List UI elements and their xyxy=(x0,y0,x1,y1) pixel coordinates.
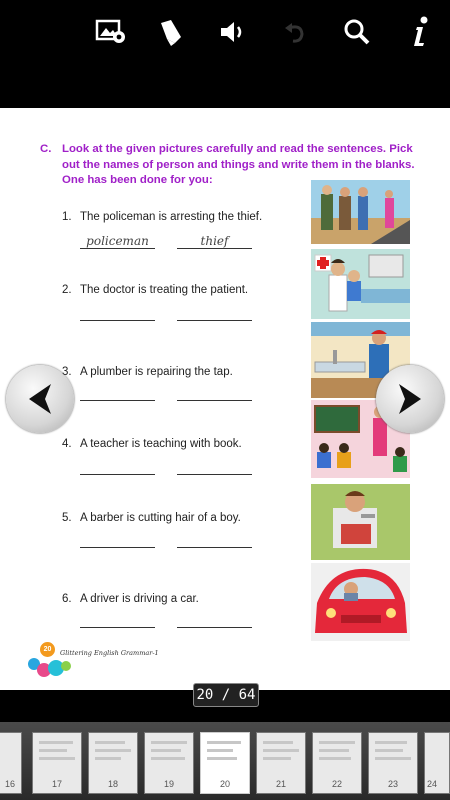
illustration-policeman xyxy=(311,180,410,244)
image-settings-icon[interactable] xyxy=(93,14,129,50)
question-2: 2. The doctor is treating the patient. xyxy=(62,284,249,296)
illustration-barber xyxy=(311,484,410,560)
thumbnail-page[interactable]: 23 xyxy=(368,732,418,794)
thumbnail-page[interactable]: 24 xyxy=(424,732,450,794)
question-4: 4. A teacher is teaching with book. xyxy=(62,438,242,450)
question-1: 1. The policeman is arresting the thief. xyxy=(62,211,263,223)
answer-blank-2a xyxy=(80,306,155,321)
illustration-doctor xyxy=(311,249,410,319)
search-icon[interactable] xyxy=(339,14,375,50)
answer-blank-2b xyxy=(177,306,252,321)
thumbnail-page[interactable]: 19 xyxy=(144,732,194,794)
question-3: 3. A plumber is repairing the tap. xyxy=(62,366,233,378)
question-5: 5. A barber is cutting hair of a boy. xyxy=(62,512,241,524)
instruction-text: Look at the given pictures carefully and read the sentences. Pick out the names of person and things and write them in the blanks. One has been done for you: xyxy=(62,143,415,186)
answer-blank-4b xyxy=(177,460,252,475)
thumbnail-page[interactable]: 21 xyxy=(256,732,306,794)
thumbnail-strip[interactable] xyxy=(0,722,450,800)
previous-page-button[interactable] xyxy=(6,365,74,433)
thumbnail-page[interactable]: 17 xyxy=(32,732,82,794)
answer-blank-1b: thief xyxy=(177,234,252,249)
thumbnail-page[interactable]: 18 xyxy=(88,732,138,794)
answer-blank-6a xyxy=(80,613,155,628)
answer-blank-6b xyxy=(177,613,252,628)
section-letter: C. xyxy=(40,143,52,155)
answer-blank-5b xyxy=(177,533,252,548)
chevron-right-icon xyxy=(395,382,425,416)
question-6: 6. A driver is driving a car. xyxy=(62,593,199,605)
undo-icon[interactable] xyxy=(277,14,313,50)
answer-blank-1a: policeman xyxy=(80,234,155,249)
answer-blank-3b xyxy=(177,386,252,401)
illustration-driver xyxy=(311,563,410,641)
top-toolbar xyxy=(0,0,450,108)
book-footer xyxy=(26,640,226,680)
bookmark-icon[interactable] xyxy=(152,14,188,50)
page-counter: 20 / 64 xyxy=(193,683,259,707)
volume-icon[interactable] xyxy=(215,14,251,50)
answer-blank-4a xyxy=(80,460,155,475)
next-page-button[interactable] xyxy=(376,365,444,433)
thumbnail-page[interactable]: 16 xyxy=(0,732,22,794)
thumbnail-page-current[interactable]: 20 xyxy=(200,732,250,794)
info-icon[interactable] xyxy=(402,14,438,50)
thumbnail-page[interactable]: 22 xyxy=(312,732,362,794)
page-number-badge: 20 xyxy=(40,642,55,657)
answer-blank-3a xyxy=(80,386,155,401)
chevron-left-icon xyxy=(25,382,55,416)
book-title: Glittering English Grammar-1 xyxy=(60,649,159,657)
answer-blank-5a xyxy=(80,533,155,548)
